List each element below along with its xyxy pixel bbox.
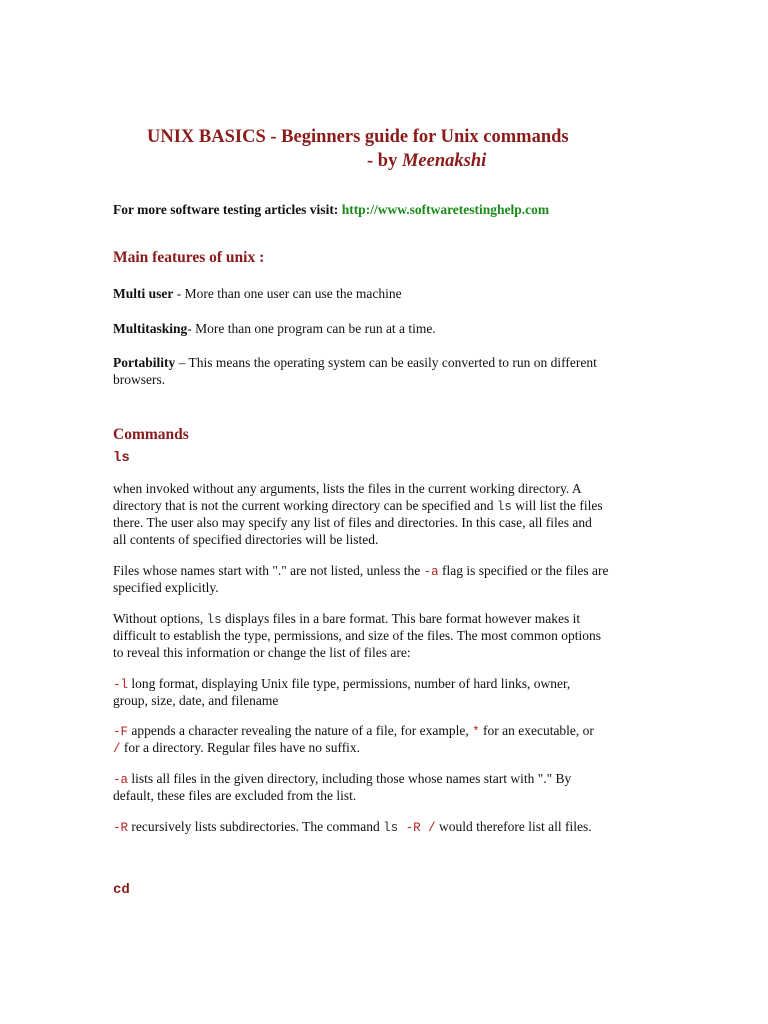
doc-byline	[367, 151, 486, 172]
inline-code-ls: ls	[383, 821, 399, 835]
multiuser-desc: - More than one user can use the machine	[173, 286, 402, 301]
option-F-desc-a: appends a character revealing the nature of a file, for example,	[128, 723, 473, 738]
slash-suffix: /	[113, 742, 121, 756]
para2-text-b: flag is specified or the files are	[438, 563, 609, 578]
ls-para1-line1: when invoked without any arguments, lists the files in the current working directory. A	[113, 481, 582, 496]
flag-F: -F	[113, 725, 129, 739]
flag-a: -a	[113, 773, 129, 787]
para1-text-a: directory that is not the current working directory can be specified and	[113, 498, 497, 513]
multiuser-term: Multi user	[113, 286, 174, 301]
commands-heading: Commands	[113, 426, 189, 443]
inline-code-a-flag: -a	[423, 565, 439, 579]
option-R-line1	[113, 818, 592, 837]
ls-para2-line2: specified explicitly.	[113, 580, 219, 595]
byline-prefix: - by	[367, 151, 402, 171]
para2-text-a: Files whose names start with "." are not listed, unless the	[113, 563, 424, 578]
option-F-line2	[113, 739, 360, 758]
inline-code-ls: ls	[206, 613, 222, 627]
para3-text-a: Without options,	[113, 611, 207, 626]
ls-command-heading: ls	[113, 450, 130, 466]
visit-label: For more software testing articles visit:	[113, 202, 342, 217]
portability-term: Portability	[113, 355, 176, 370]
option-R-desc-b: would therefore list all files.	[435, 819, 592, 834]
feature-multitasking	[113, 320, 436, 337]
para3-text-b: displays files in a bare format. This bare format however makes it	[221, 611, 581, 626]
ls-para1-line3: there. The user also may specify any list of files and directories. In this case, all files and	[113, 515, 592, 530]
website-link[interactable]: http://www.softwaretestinghelp.com	[341, 202, 550, 217]
option-a-line2: default, these files are excluded from the list.	[113, 788, 357, 803]
author-name: Meenakshi	[401, 151, 487, 171]
flag-R: -R	[113, 821, 129, 835]
flag-l: -l	[113, 678, 129, 692]
cd-command-heading: cd	[113, 882, 130, 898]
option-l-desc: long format, displaying Unix file type, permissions, number of hard links, owner,	[128, 676, 571, 691]
multitasking-term: Multitasking	[113, 321, 188, 336]
star-suffix: *	[472, 725, 480, 739]
portability-desc-line2: browsers.	[113, 372, 166, 387]
ls-para3-line3: to reveal this information or change the list of files are:	[113, 645, 411, 660]
option-a-desc: lists all files in the given directory, including those whose names start with "." By	[128, 771, 572, 786]
multitasking-desc: - More than one program can be run at a time.	[187, 321, 436, 336]
ls-para1-line4: all contents of specified directories will be listed.	[113, 532, 379, 547]
doc-title	[147, 127, 569, 148]
option-R-desc-a: recursively lists subdirectories. The command	[128, 819, 384, 834]
feature-multiuser	[113, 285, 402, 302]
visit-line	[113, 201, 549, 218]
para1-text-b: will list the files	[511, 498, 603, 513]
inline-code-ls: ls	[496, 500, 512, 514]
feature-portability	[113, 354, 597, 371]
inline-code-R-root: -R /	[398, 821, 436, 835]
ls-para3-line2: difficult to establish the type, permissions, and size of the files. The most common options	[113, 628, 602, 643]
features-heading: Main features of unix :	[113, 249, 265, 266]
title-text: UNIX BASICS - Beginners guide for Unix commands	[147, 127, 569, 147]
portability-desc-line1: – This means the operating system can be easily converted to run on different	[175, 355, 597, 370]
option-F-desc-b: for an executable, or	[479, 723, 594, 738]
option-l-line2: group, size, date, and filename	[113, 693, 279, 708]
option-F-desc-c: for a directory. Regular files have no suffix.	[120, 740, 361, 755]
